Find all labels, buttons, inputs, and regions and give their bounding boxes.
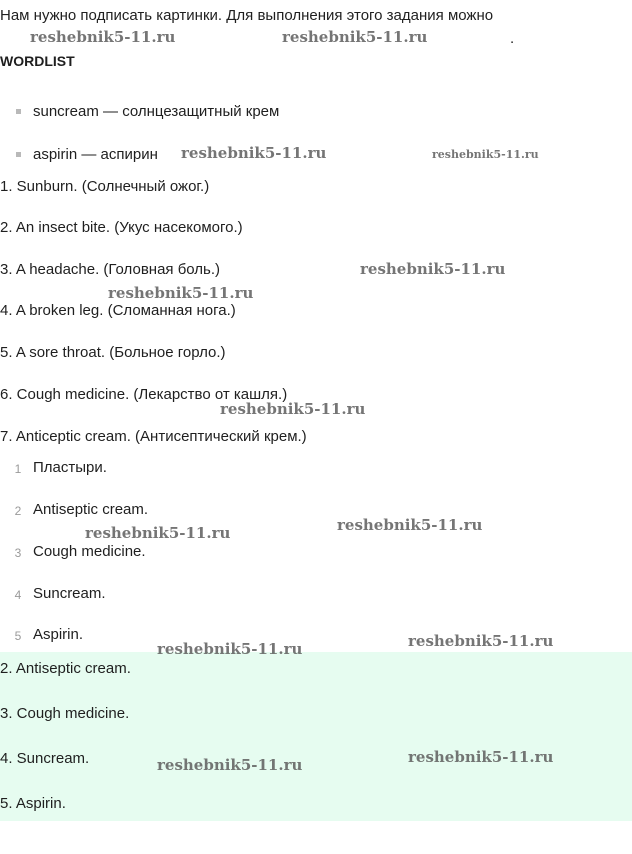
answer-line: 4. Suncream. — [0, 750, 90, 767]
picture-line: 1. Sunburn. (Солнечный ожог.) — [0, 178, 210, 195]
answer-line: 5. Aspirin. — [0, 795, 66, 812]
wordlist-bullet — [16, 152, 21, 157]
picture-line: 2. An insect bite. (Укус насекомого.) — [0, 219, 243, 236]
intro-period: . — [510, 30, 515, 47]
watermark: reshebnik5-11.ru — [108, 284, 254, 302]
intro-text: Нам нужно подписать картинки. Для выполнения этого задания можно — [0, 7, 494, 24]
watermark: reshebnik5-11.ru — [181, 144, 327, 162]
answer-line: 2. Antiseptic cream. — [0, 660, 131, 677]
watermark: reshebnik5-11.ru — [220, 400, 366, 418]
wordlist-item: aspirin — аспирин — [33, 146, 158, 163]
watermark: reshebnik5-11.ru — [337, 516, 483, 534]
watermark: reshebnik5-11.ru — [85, 524, 231, 542]
watermark: reshebnik5-11.ru — [282, 28, 428, 46]
picture-line: 7. Anticeptic cream. (Антисептический крем.) — [0, 428, 307, 445]
ordered-number: 5 — [14, 629, 22, 643]
ordered-number: 1 — [14, 462, 22, 476]
watermark: reshebnik5-11.ru — [157, 756, 303, 774]
picture-line: 4. A broken leg. (Сломанная нога.) — [0, 302, 236, 319]
watermark: reshebnik5-11.ru — [360, 260, 506, 278]
watermark: reshebnik5-11.ru — [157, 640, 303, 658]
watermark: reshebnik5-11.ru — [30, 28, 176, 46]
wordlist-item: suncream — солнцезащитный крем — [33, 103, 280, 120]
picture-line: 5. A sore throat. (Больное горло.) — [0, 344, 226, 361]
ordered-item: Cough medicine. — [33, 543, 146, 560]
watermark: reshebnik5-11.ru — [408, 748, 554, 766]
ordered-item: Antiseptic cream. — [33, 501, 149, 518]
wordlist-heading: WORDLIST — [0, 53, 75, 69]
ordered-item: Suncream. — [33, 585, 106, 602]
answer-line: 3. Cough medicine. — [0, 705, 130, 722]
picture-line: 6. Cough medicine. (Лекарство от кашля.) — [0, 386, 288, 403]
watermark: reshebnik5-11.ru — [408, 632, 554, 650]
watermark: reshebnik5-11.ru — [432, 148, 539, 161]
answer-box — [0, 652, 632, 821]
ordered-number: 4 — [14, 588, 22, 602]
ordered-number: 2 — [14, 504, 22, 518]
ordered-item: Пластыри. — [33, 459, 107, 476]
wordlist-bullet — [16, 109, 21, 114]
ordered-item: Aspirin. — [33, 626, 84, 643]
ordered-number: 3 — [14, 546, 22, 560]
picture-line: 3. A headache. (Головная боль.) — [0, 261, 221, 278]
